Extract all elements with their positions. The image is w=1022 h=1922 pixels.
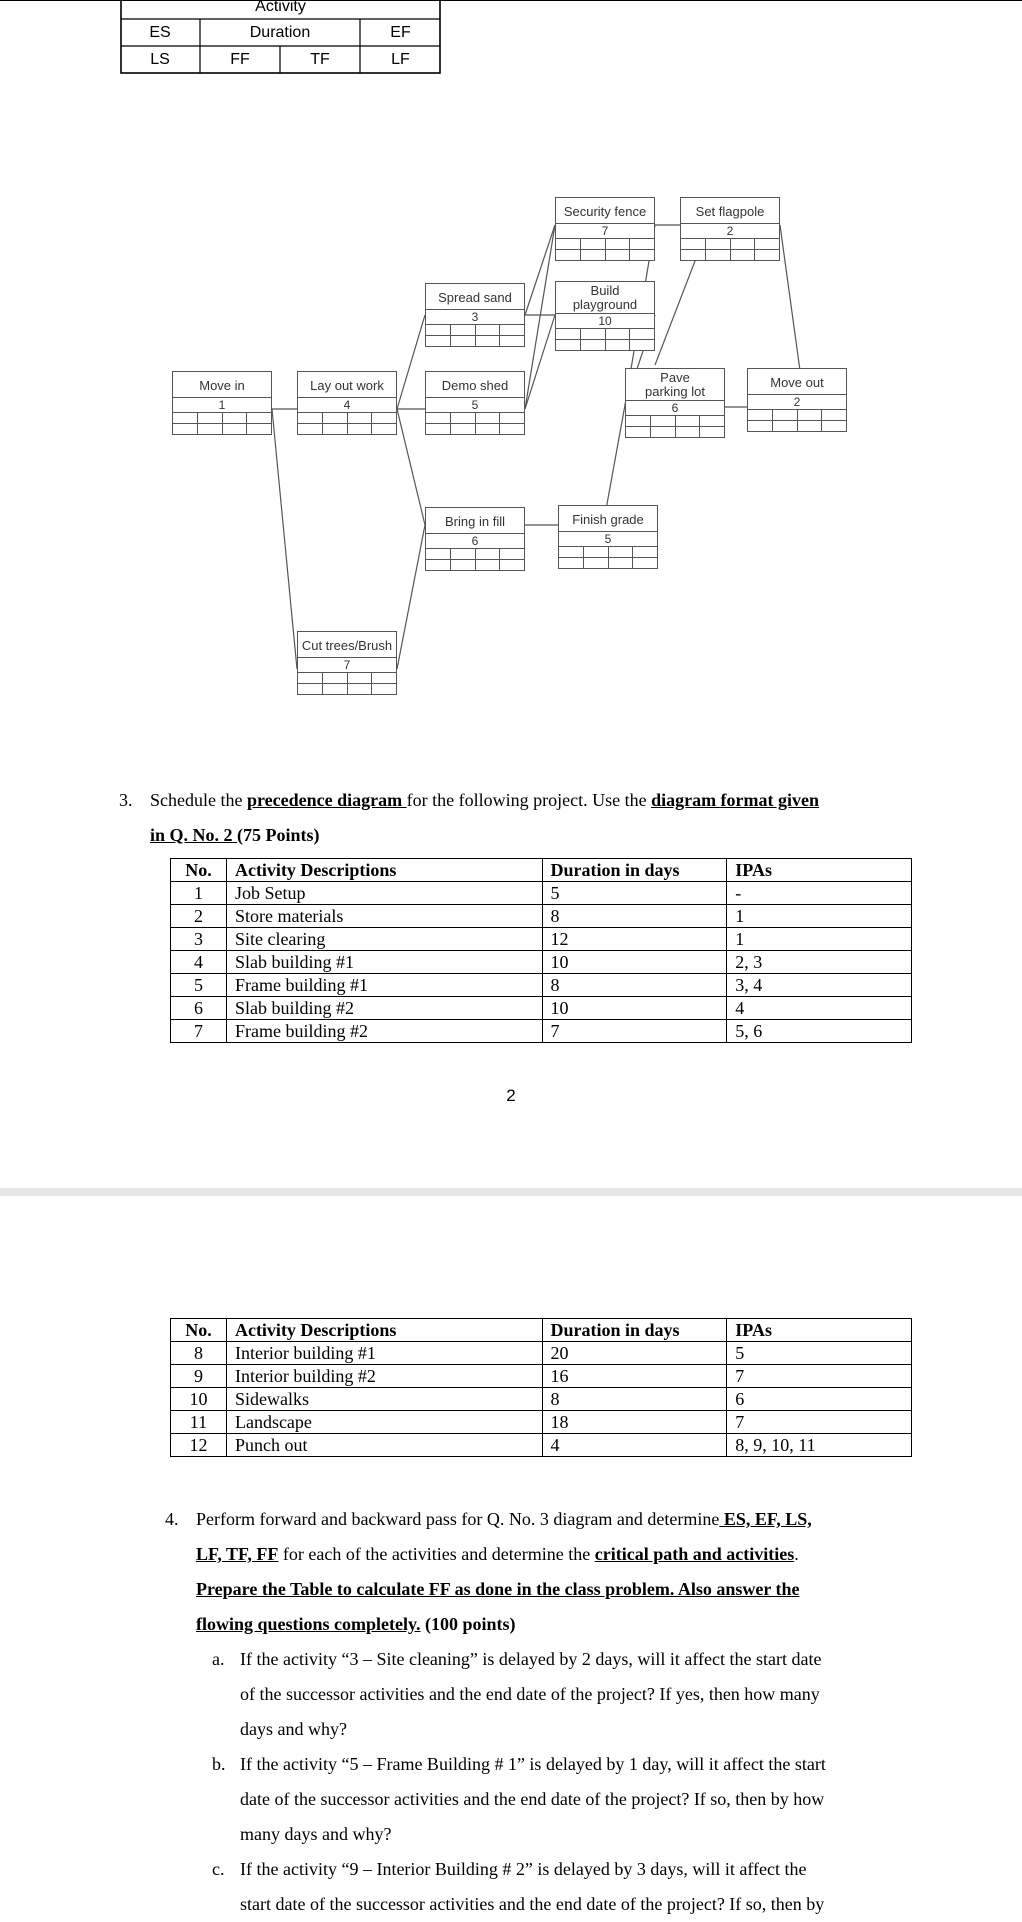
col-activity-descriptions: Activity Descriptions xyxy=(226,1319,542,1342)
cell-activity: Job Setup xyxy=(226,882,542,905)
node-move-in-name: Move in xyxy=(172,371,272,397)
legend-duration: Duration xyxy=(249,24,311,41)
cell-ipas: 4 xyxy=(727,997,912,1020)
cell-duration: 8 xyxy=(542,974,727,997)
cell-ipas: 7 xyxy=(727,1411,912,1434)
cell-ipas: 7 xyxy=(727,1365,912,1388)
question-3-text xyxy=(150,783,930,818)
cell-duration: 10 xyxy=(542,951,727,974)
q4-lf-tf-ff: LF, TF, FF xyxy=(196,1544,279,1564)
cell-activity: Slab building #2 xyxy=(226,997,542,1020)
node-lay-out-work xyxy=(297,371,397,435)
q3-in-q-no-2: in Q. No. 2 xyxy=(150,825,238,845)
table-row xyxy=(171,997,912,1020)
table-row xyxy=(171,928,912,951)
subquestion-line: If the activity “3 – Site cleaning” is delayed by 2 days, will it affect the start date xyxy=(240,1649,822,1669)
node-finish-grade-name: Finish grade xyxy=(558,505,658,531)
cell-no: 1 xyxy=(171,882,227,905)
cell-no: 9 xyxy=(171,1365,227,1388)
subquestion-line: of the successor activities and the end date of the project? If yes, then how many xyxy=(240,1684,820,1704)
subquestion-line: If the activity “9 – Interior Building # 2” is delayed by 3 days, will it affect the xyxy=(240,1859,807,1879)
table-row xyxy=(171,882,912,905)
cell-no: 11 xyxy=(171,1411,227,1434)
cell-ipas: 6 xyxy=(727,1388,912,1411)
page-number: 2 xyxy=(506,1086,516,1105)
subquestion-label: b. xyxy=(212,1754,226,1774)
node-build-playground xyxy=(555,281,655,351)
node-grid xyxy=(625,415,725,438)
cell-duration: 16 xyxy=(542,1365,727,1388)
table-row xyxy=(171,905,912,928)
table-row xyxy=(171,1411,912,1434)
cell-no: 12 xyxy=(171,1434,227,1457)
q4-l2b: for each of the activities and determine the xyxy=(278,1544,595,1564)
node-cut-trees-name: Cut trees/Brush xyxy=(297,631,397,657)
question-4-line-2 xyxy=(196,1537,926,1572)
node-pave-parking-lot-name: Pave parking lot xyxy=(625,368,725,400)
node-set-flagpole-duration: 2 xyxy=(680,223,780,238)
table-row xyxy=(171,1342,912,1365)
node-demo-shed-duration: 5 xyxy=(425,397,525,412)
node-spread-sand-duration: 3 xyxy=(425,309,525,324)
question-3-text-line2 xyxy=(150,818,320,853)
table-row xyxy=(171,974,912,997)
table-row xyxy=(171,1434,912,1457)
question-4-line-4 xyxy=(196,1607,926,1642)
node-build-playground-duration: 10 xyxy=(555,313,655,328)
subquestion-line: date of the successor activities and the end date of the project? If so, then by how xyxy=(240,1789,825,1809)
cell-ipas: 1 xyxy=(727,928,912,951)
legend-ff: FF xyxy=(230,51,250,68)
cell-duration: 10 xyxy=(542,997,727,1020)
cell-activity: Landscape xyxy=(226,1411,542,1434)
node-bring-in-fill xyxy=(425,507,525,571)
cell-no: 8 xyxy=(171,1342,227,1365)
node-demo-shed-name: Demo shed xyxy=(425,371,525,397)
legend-tf: TF xyxy=(310,51,330,68)
node-set-flagpole xyxy=(680,197,780,261)
question-4-number: 4. xyxy=(165,1509,179,1529)
node-lay-out-work-duration: 4 xyxy=(297,397,397,412)
cell-activity: Store materials xyxy=(226,905,542,928)
q4-es-ef-ls: ES, EF, LS, xyxy=(719,1509,812,1529)
legend-ef: EF xyxy=(390,24,411,41)
node-security-fence-name: Security fence xyxy=(555,197,655,223)
cell-ipas: 8, 9, 10, 11 xyxy=(727,1434,912,1457)
col-no: No. xyxy=(171,859,227,882)
subquestion-line: start date of the successor activities and the end date of the project? If so, then by xyxy=(240,1894,825,1914)
table-row xyxy=(171,1365,912,1388)
node-grid xyxy=(747,409,847,432)
table-header-row xyxy=(171,859,912,882)
cell-duration: 7 xyxy=(542,1020,727,1043)
cell-no: 6 xyxy=(171,997,227,1020)
legend-activity: Activity xyxy=(255,0,306,15)
col-ipas: IPAs xyxy=(727,859,912,882)
node-bring-in-fill-name: Bring in fill xyxy=(425,507,525,533)
q3-text-1: Schedule the xyxy=(150,790,247,810)
legend-lf: LF xyxy=(391,51,410,68)
cell-duration: 8 xyxy=(542,905,727,928)
node-demo-shed xyxy=(425,371,525,435)
activity-table-part-2 xyxy=(170,1318,912,1457)
page-separator xyxy=(0,1188,1022,1196)
cell-no: 4 xyxy=(171,951,227,974)
network-connector-lines xyxy=(155,185,855,695)
node-move-in-duration: 1 xyxy=(172,397,272,412)
subquestion-label: c. xyxy=(212,1859,225,1879)
node-grid xyxy=(425,412,525,435)
cell-duration: 8 xyxy=(542,1388,727,1411)
node-grid xyxy=(558,546,658,569)
subquestion-line: many days and why? xyxy=(240,1824,392,1844)
node-spread-sand xyxy=(425,283,525,347)
cell-no: 3 xyxy=(171,928,227,951)
node-format-legend xyxy=(120,0,441,74)
cell-ipas: 5 xyxy=(727,1342,912,1365)
node-move-out xyxy=(747,368,847,432)
node-pave-parking-lot-duration: 6 xyxy=(625,400,725,415)
cell-duration: 18 xyxy=(542,1411,727,1434)
node-spread-sand-name: Spread sand xyxy=(425,283,525,309)
subquestion-line: If the activity “5 – Frame Building # 1” is delayed by 1 day, will it affect the start xyxy=(240,1754,826,1774)
node-grid xyxy=(297,672,397,695)
legend-es: ES xyxy=(149,24,171,41)
precedence-network-diagram xyxy=(155,185,855,695)
q4-flowing-questions: flowing questions completely. xyxy=(196,1614,421,1634)
cell-ipas: 3, 4 xyxy=(727,974,912,997)
cell-activity: Frame building #2 xyxy=(226,1020,542,1043)
q3-diagram-format: diagram format given xyxy=(651,790,820,810)
col-no: No. xyxy=(171,1319,227,1342)
q3-text-3: for the following project. Use the xyxy=(406,790,652,810)
q4-points: (100 points) xyxy=(420,1614,516,1634)
cell-activity: Frame building #1 xyxy=(226,974,542,997)
node-bring-in-fill-duration: 6 xyxy=(425,533,525,548)
q4-critical-path: critical path and activities xyxy=(594,1544,795,1564)
cell-duration: 12 xyxy=(542,928,727,951)
subquestion-line: days and why? xyxy=(240,1719,347,1739)
cell-activity: Sidewalks xyxy=(226,1388,542,1411)
table-header-row xyxy=(171,1319,912,1342)
node-finish-grade xyxy=(558,505,658,569)
q4-l1a: Perform forward and backward pass for Q. No. 3 diagram and determine xyxy=(196,1509,720,1529)
col-duration: Duration in days xyxy=(542,1319,727,1342)
cell-duration: 20 xyxy=(542,1342,727,1365)
question-4-line-1 xyxy=(196,1502,926,1537)
q4-l2d: . xyxy=(794,1544,799,1564)
cell-activity: Interior building #1 xyxy=(226,1342,542,1365)
node-grid xyxy=(297,412,397,435)
node-pave-parking-lot xyxy=(625,368,725,438)
cell-ipas: 1 xyxy=(727,905,912,928)
node-lay-out-work-name: Lay out work xyxy=(297,371,397,397)
cell-no: 7 xyxy=(171,1020,227,1043)
cell-no: 5 xyxy=(171,974,227,997)
cell-no: 10 xyxy=(171,1388,227,1411)
node-cut-trees-duration: 7 xyxy=(297,657,397,672)
cell-ipas: 2, 3 xyxy=(727,951,912,974)
node-move-out-name: Move out xyxy=(747,368,847,394)
cell-duration: 4 xyxy=(542,1434,727,1457)
node-grid xyxy=(555,238,655,261)
node-move-out-duration: 2 xyxy=(747,394,847,409)
node-set-flagpole-name: Set flagpole xyxy=(680,197,780,223)
cell-no: 2 xyxy=(171,905,227,928)
col-activity-descriptions: Activity Descriptions xyxy=(226,859,542,882)
cell-activity: Punch out xyxy=(226,1434,542,1457)
cell-duration: 5 xyxy=(542,882,727,905)
cell-activity: Slab building #1 xyxy=(226,951,542,974)
subquestion-label: a. xyxy=(212,1649,225,1669)
node-move-in xyxy=(172,371,272,435)
cell-activity: Site clearing xyxy=(226,928,542,951)
question-4-line-3: Prepare the Table to calculate FF as done in the class problem. Also answer the xyxy=(196,1579,800,1599)
node-grid xyxy=(680,238,780,261)
cell-activity: Interior building #2 xyxy=(226,1365,542,1388)
q3-points: (75 Points) xyxy=(237,825,320,845)
node-cut-trees-brush xyxy=(297,631,397,695)
node-build-playground-name: Build playground xyxy=(555,281,655,313)
node-grid xyxy=(555,328,655,351)
table-row xyxy=(171,1388,912,1411)
node-security-fence-duration: 7 xyxy=(555,223,655,238)
q3-precedence-diagram: precedence diagram xyxy=(246,790,407,810)
cell-ipas: - xyxy=(727,882,912,905)
cell-ipas: 5, 6 xyxy=(727,1020,912,1043)
col-ipas: IPAs xyxy=(727,1319,912,1342)
col-duration: Duration in days xyxy=(542,859,727,882)
node-grid xyxy=(425,548,525,571)
table-row xyxy=(171,951,912,974)
legend-ls: LS xyxy=(150,51,170,68)
node-grid xyxy=(172,412,272,435)
table-row xyxy=(171,1020,912,1043)
node-grid xyxy=(425,324,525,347)
question-3-number: 3. xyxy=(119,790,133,810)
node-security-fence xyxy=(555,197,655,261)
node-finish-grade-duration: 5 xyxy=(558,531,658,546)
activity-table-part-1 xyxy=(170,858,912,1043)
